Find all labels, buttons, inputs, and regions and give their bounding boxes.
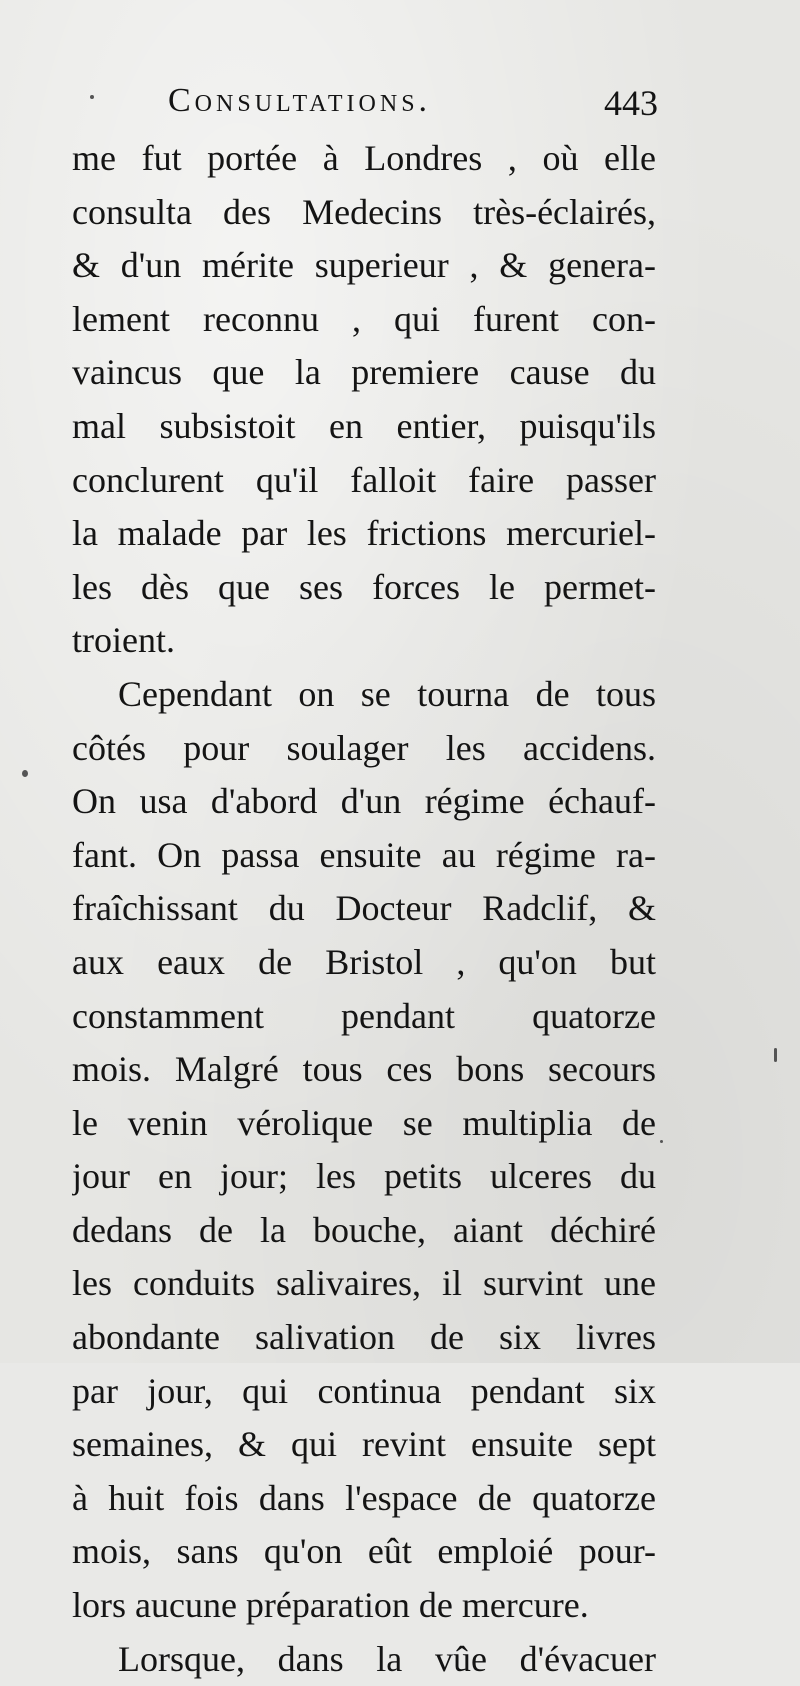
text-line: & d'un mérite superieur , & genera- [72,245,656,286]
text-line: fant. On passa ensuite au régime ra- [72,834,656,875]
paragraph-first-line: Lorsque, dans la vûe d'évacuer [118,1638,656,1679]
text-line: la malade par les frictions mercuriel- [72,513,656,554]
text-line: fraîchissant du Docteur Radclif, & [72,888,656,929]
text-line: jour en jour; les petits ulceres du [72,1156,656,1197]
text-line: les conduits salivaires, il survint une [72,1263,656,1304]
paper-speck [22,770,28,777]
paper-speck [660,1140,663,1143]
paper-speck [774,1048,777,1062]
paragraph-first-line: Cependant on se tourna de tous [118,673,656,714]
text-line: On usa d'abord d'un régime échauf- [72,781,656,822]
text-line: abondante salivation de six livres [72,1317,656,1358]
text-line: troient. [72,620,175,661]
text-line: me fut portée à Londres , où elle [72,138,656,178]
text-line: côtés pour soulager les accidens. [72,727,656,768]
text-line: les dès que ses forces le permet- [72,566,656,607]
page-header [168,82,658,134]
text-line: lors aucune préparation de mercure. [72,1585,589,1626]
text-line: constamment pendant quatorze [72,995,656,1036]
text-line: semaines, & qui revint ensuite sept [72,1424,656,1465]
body-text [72,132,656,1686]
text-line: conclurent qu'il falloit faire passer [72,459,656,500]
text-line: vaincus que la premiere cause du [72,352,656,393]
text-line: mal subsistoit en entier, puisqu'ils [72,405,656,446]
paper-speck [90,95,94,99]
text-line: consulta des Medecins très-éclairés, [72,191,656,232]
text-line: mois. Malgré tous ces bons secours [72,1049,656,1090]
text-line: mois, sans qu'on eût emploié pour- [72,1531,656,1572]
running-title: Consultations. [168,82,432,119]
text-line: à huit fois dans l'espace de quatorze [72,1477,656,1518]
text-line: par jour, qui continua pendant six [72,1370,656,1411]
page-number: 443 [604,83,658,123]
text-line: le venin vérolique se multiplia de [72,1102,656,1143]
text-line: dedans de la bouche, aiant déchiré [72,1209,656,1250]
text-line: aux eaux de Bristol , qu'on but [72,941,656,982]
text-line: lement reconnu , qui furent con- [72,298,656,339]
